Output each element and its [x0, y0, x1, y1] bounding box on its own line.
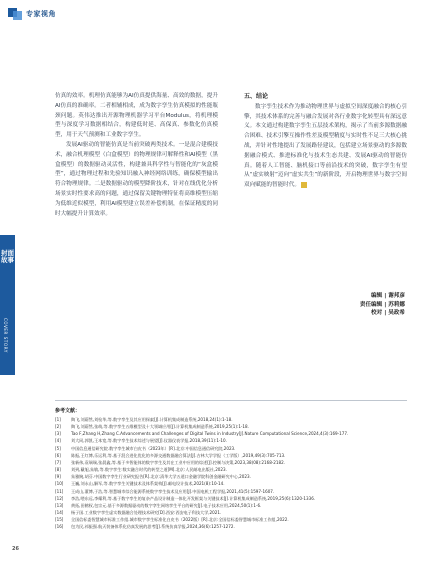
- reference-text: Tao F,Zhang H,Zhang C.Advancements and Challenges of Digital Twins in Industry[J].Nature Computational Science,2024,4(3):169-177.: [71, 431, 349, 437]
- reference-item: [55, 516, 410, 523]
- reference-item: [55, 423, 410, 430]
- reference-item: [55, 437, 410, 444]
- reference-item: [55, 473, 410, 480]
- credit-role: 责任编辑: [359, 301, 383, 308]
- reference-text: 黄拓,田鹤权,包宗元.基于多源数据驱动的数字孪生网络孪生平台的研究[J].电子技术应用,2024,50(1):1-6.: [71, 502, 262, 508]
- editor-credits: [343, 292, 405, 318]
- reference-text: 陈振,王红博,乐运利,等.基于混合进化优化的多源交通数据融合算法[J].吉林大学学报（工学版）,2019,49(3):705-713.: [71, 452, 286, 458]
- reference-item: [55, 509, 410, 516]
- reference-number: [11]: [55, 488, 64, 494]
- credit-role: 校对: [371, 310, 383, 317]
- section-title: 专家视角: [26, 10, 56, 18]
- reference-number: [16]: [55, 524, 64, 530]
- end-mark-icon: [301, 182, 307, 188]
- reference-item: [55, 488, 410, 495]
- reference-item: [55, 430, 410, 437]
- credit-line: 校对 | 吴政希: [371, 310, 405, 317]
- credit-line: 编辑 | 谢邦彦: [371, 293, 405, 299]
- reference-item: [55, 495, 410, 502]
- credit-name: 吴政希: [388, 310, 405, 317]
- reference-number: [5]: [55, 445, 61, 451]
- reference-text: 杨子国.工业数字孪生虚实数据融合处理技术研究[D].西安:西安电子科技大学,2021.: [71, 510, 222, 516]
- right-column: [244, 92, 407, 191]
- reference-text: 张新伟,袁瑞瑞,张晨鑫,等.基于多智能体的数字孪生及其在工业中应用的综述[J].控制与决策,2023,38(08):2168-2182.: [71, 459, 286, 465]
- references-title: 参考文献：: [55, 408, 81, 414]
- reference-divider: [55, 400, 407, 401]
- left-column: [55, 92, 218, 219]
- reference-text: 中国信息通信研究院.数字孪生城市白皮书（2023年）[R].北京:中国信息通信研究院,2023.: [71, 445, 236, 451]
- conclusion-paragraph: [244, 103, 407, 191]
- reference-number: [4]: [55, 438, 61, 444]
- reference-item: [55, 416, 410, 423]
- page-number: 26: [12, 546, 19, 552]
- reference-text: 刘到,戴旭,朱敏,等.数字孪生:数实融合时代的转型之道[M].北京:人民邮电出版社,2023.: [71, 467, 227, 473]
- reference-number: [15]: [55, 517, 64, 523]
- cover-story-title: 封面故事: [1, 249, 14, 265]
- credit-name: 谢邦彦: [388, 293, 405, 299]
- reference-number: [3]: [55, 431, 61, 437]
- reference-text: 陶飞,刘蔚然,张萌,等.数字孪生五维模型及十大领域应用[J].计算机集成制造系统,2019,25(1):1-18.: [71, 424, 249, 430]
- credit-name: 苏莉娜: [388, 301, 405, 308]
- credit-role: 编辑: [371, 293, 383, 299]
- reference-number: [7]: [55, 459, 61, 465]
- reference-item: [55, 523, 410, 530]
- reference-text: 包为民,祁振强.航天装备体系化仿真发展的思考[J].系统仿真学报,2024,36(6):1257-1272.: [71, 524, 235, 530]
- reference-text: 朱雅婉,胡芬.中国数字孪生行业研究报告[R].北京:清华大学五道口金融学院科创金融研究中心,2023.: [71, 474, 251, 480]
- reference-item: [55, 452, 410, 459]
- cover-story-english: COVER STORY: [3, 318, 8, 353]
- reference-number: [2]: [55, 424, 61, 430]
- reference-item: [55, 480, 410, 487]
- references-section: [55, 407, 410, 531]
- credit-line: 责任编辑 | 苏莉娜: [359, 301, 405, 308]
- left-paragraph: 仿真的效率。机理仿真能够为AI仿真提供海量、高效的数据，提升AI仿真的准确率。二者相辅相成，成为数字孪生仿真模拟的性能瓶颈问题。英伟达推出开源物理机器学习平台Modulus，将机理模型与深度学习数据相结合，构建低时延、高保真、参数化仿真模型，用于天气预测和工业数字孪生。: [55, 93, 218, 139]
- reference-item: [55, 502, 410, 509]
- reference-number: [12]: [55, 495, 64, 501]
- reference-text: 陶飞,刘蔚然,刘检华,等.数字孪生及其应用探索[J].计算机集成制造系统,2018,24(1):1-18.: [71, 417, 233, 422]
- reference-number: [1]: [55, 417, 61, 422]
- reference-text: 刘大同,郭凯,王本宽,等.数字孪生技术综述与展望[J].仪器仪表学报,2018,39(11):1-10.: [71, 438, 227, 444]
- reference-text: 王巍,刘永山,解军,等.数字孪生关键技术及体系架构[J].邮电设计技术,2021(8):10-14.: [71, 481, 225, 487]
- reference-text: 李浩,喂东远,李耀利,等.基于数字孪生的复杂产品设计制造一体化开发框架与关键技术[J].计算机集成制造系统,2019,25(6):1320-1336.: [71, 495, 316, 501]
- reference-number: [14]: [55, 510, 64, 516]
- reference-number: [8]: [55, 467, 61, 473]
- reference-text: 全国信标委智慧城市标准工作组.城市数字孪生标准化白皮书（2022版）[R].北京:全国信标委智慧城市标准工作组,2022.: [71, 517, 289, 523]
- reference-number: [10]: [55, 481, 64, 487]
- reference-item: [55, 445, 410, 452]
- reference-item: [55, 466, 410, 473]
- conclusion-heading: 五、结论: [244, 93, 269, 100]
- conclusion-text: 数字孪生技术作为推动物理世界与虚拟空间深度融合的核心引擎，其技术体系的完善与融合发展对各行业数字化转型具有深远意义。本文通过构建数字孪生五层技术架构，揭示了当前多源数据融合困难、技术引擎互操作性差及模型精度与实时性不足三大核心挑战，并针对性地提出了发展路径建议，包括建立场景驱动的多源数据融合模式、推进标准化与技术生态共建、发展AI驱动的智能仿真。随着人工智能、脑机接口等前沿技术的突破，数字孪生有望从“虚实映射”迈向“虚实共生”的新阶段，开启物理世界与数字空间双向赋能的智能时代。: [244, 103, 407, 189]
- logo-icon: [8, 8, 22, 20]
- reference-text: 王成山,董博,于浩,等.智慧城市综合能源系统数字孪生技术及应用[J].中国电机工程学报,2021,41(5):1597-1607.: [71, 488, 275, 494]
- reference-number: [6]: [55, 452, 61, 458]
- reference-item: [55, 459, 410, 466]
- reference-number: [13]: [55, 502, 64, 508]
- reference-number: [9]: [55, 474, 61, 480]
- left-paragraph: 发展AI驱动的智能仿真是当前突破两类技术。一是混合建模技术，融合机理模型（白盒模型）的物理规律可解释性和AI模型（黑盒模型）的数据驱动灵活性，构建兼具科学性与智能化的“灰盒模型”，通过物理过程和先验知识融入神经网络训练，确保模型输出符合物理规律。二是数据驱动的模型降阶技术，针对在线优化分析场景实时性要求高的问题，通过保留关键物理特征将高维模型压缩为低维近似模型，利用AI模型建立误差补偿机制，在保证精度的同时大幅提升计算效率。: [55, 141, 218, 217]
